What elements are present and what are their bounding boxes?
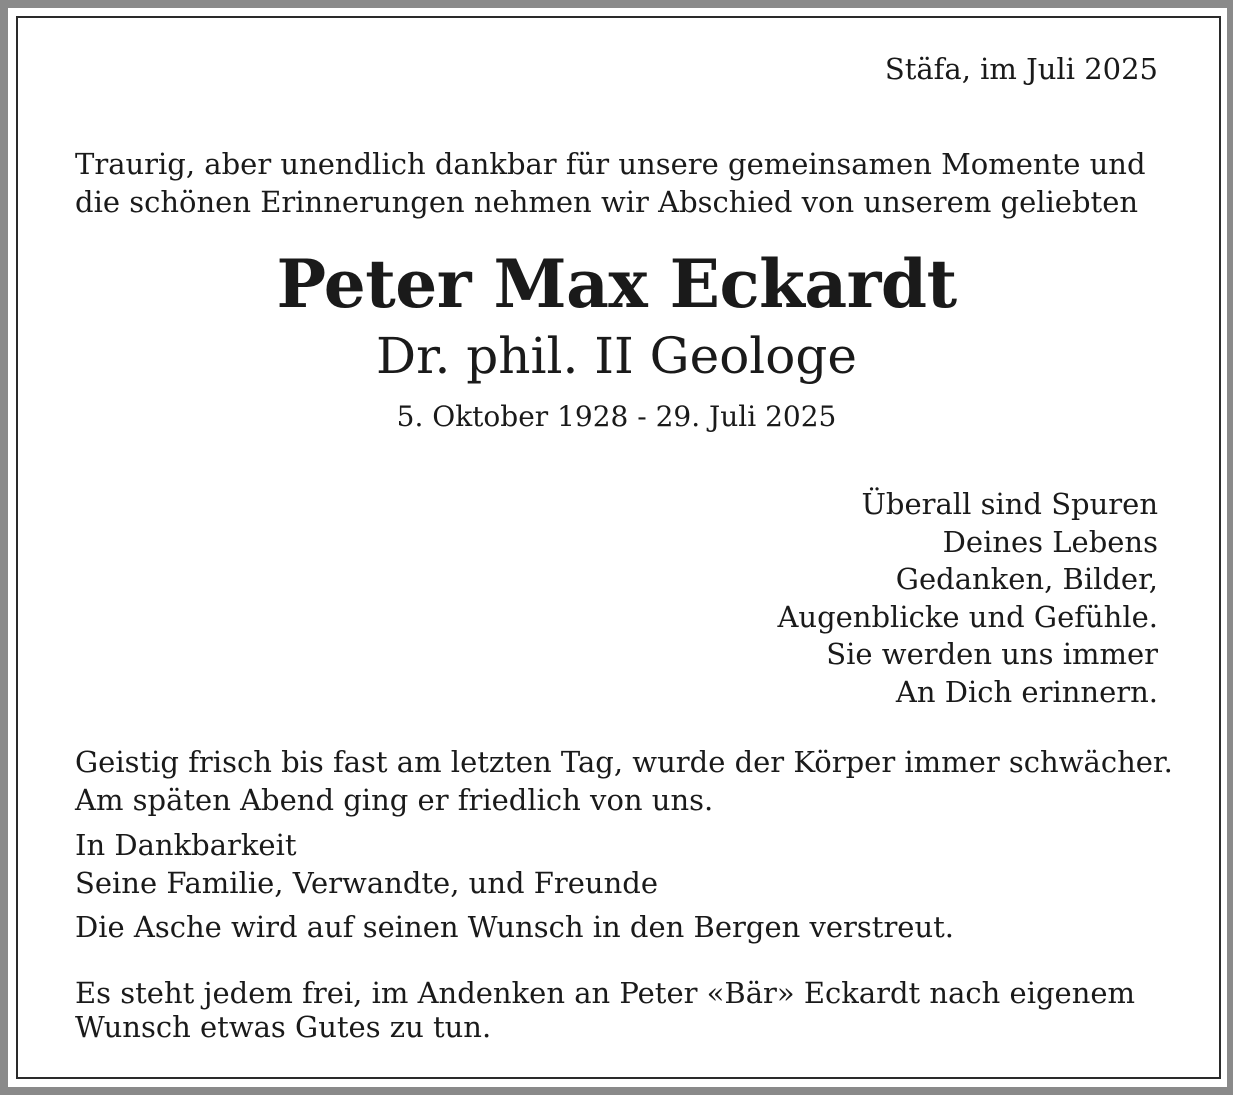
paragraph-line: Am späten Abend ging er friedlich von uns. <box>75 783 714 817</box>
paragraph-line: Wunsch etwas Gutes zu tun. <box>75 1010 492 1044</box>
poem-line: Überall sind Spuren <box>861 487 1158 521</box>
deceased-title: Dr. phil. II Geologe <box>376 327 857 385</box>
intro-line: Traurig, aber unendlich dankbar für unsere gemeinsamen Momente und <box>75 147 1146 181</box>
ashes-note <box>75 908 954 946</box>
life-dates: 5. Oktober 1928 - 29. Juli 2025 <box>396 400 837 433</box>
intro-line: die schönen Erinnerungen nehmen wir Abschied von unserem geliebten <box>75 185 1139 219</box>
signature-block <box>75 826 658 902</box>
signature-line: In Dankbarkeit <box>75 828 297 862</box>
paragraph-line: Geistig frisch bis fast am letzten Tag, wurde der Körper immer schwächer. <box>75 745 1173 779</box>
poem-line: Augenblicke und Gefühle. <box>777 599 1158 634</box>
closing-paragraph <box>75 976 1135 1044</box>
poem-line: Gedanken, Bilder, <box>895 562 1158 596</box>
poem <box>777 486 1158 711</box>
ashes-line: Die Asche wird auf seinen Wunsch in den Bergen verstreut. <box>75 910 955 944</box>
poem-line: An Dich erinnern. <box>895 674 1158 709</box>
poem-line: Deines Lebens <box>942 524 1158 559</box>
final-days-paragraph <box>75 743 1173 819</box>
poem-line: Sie werden uns immer <box>826 637 1158 671</box>
place-date: Stäfa, im Juli 2025 <box>884 52 1158 86</box>
paragraph-line: Es steht jedem frei, im Andenken an Peter «Bär» Eckardt nach eigenem <box>75 976 1136 1010</box>
intro-text <box>75 145 1146 221</box>
signature-line: Seine Familie, Verwandte, und Freunde <box>75 866 659 900</box>
deceased-name: Peter Max Eckardt <box>276 245 957 323</box>
